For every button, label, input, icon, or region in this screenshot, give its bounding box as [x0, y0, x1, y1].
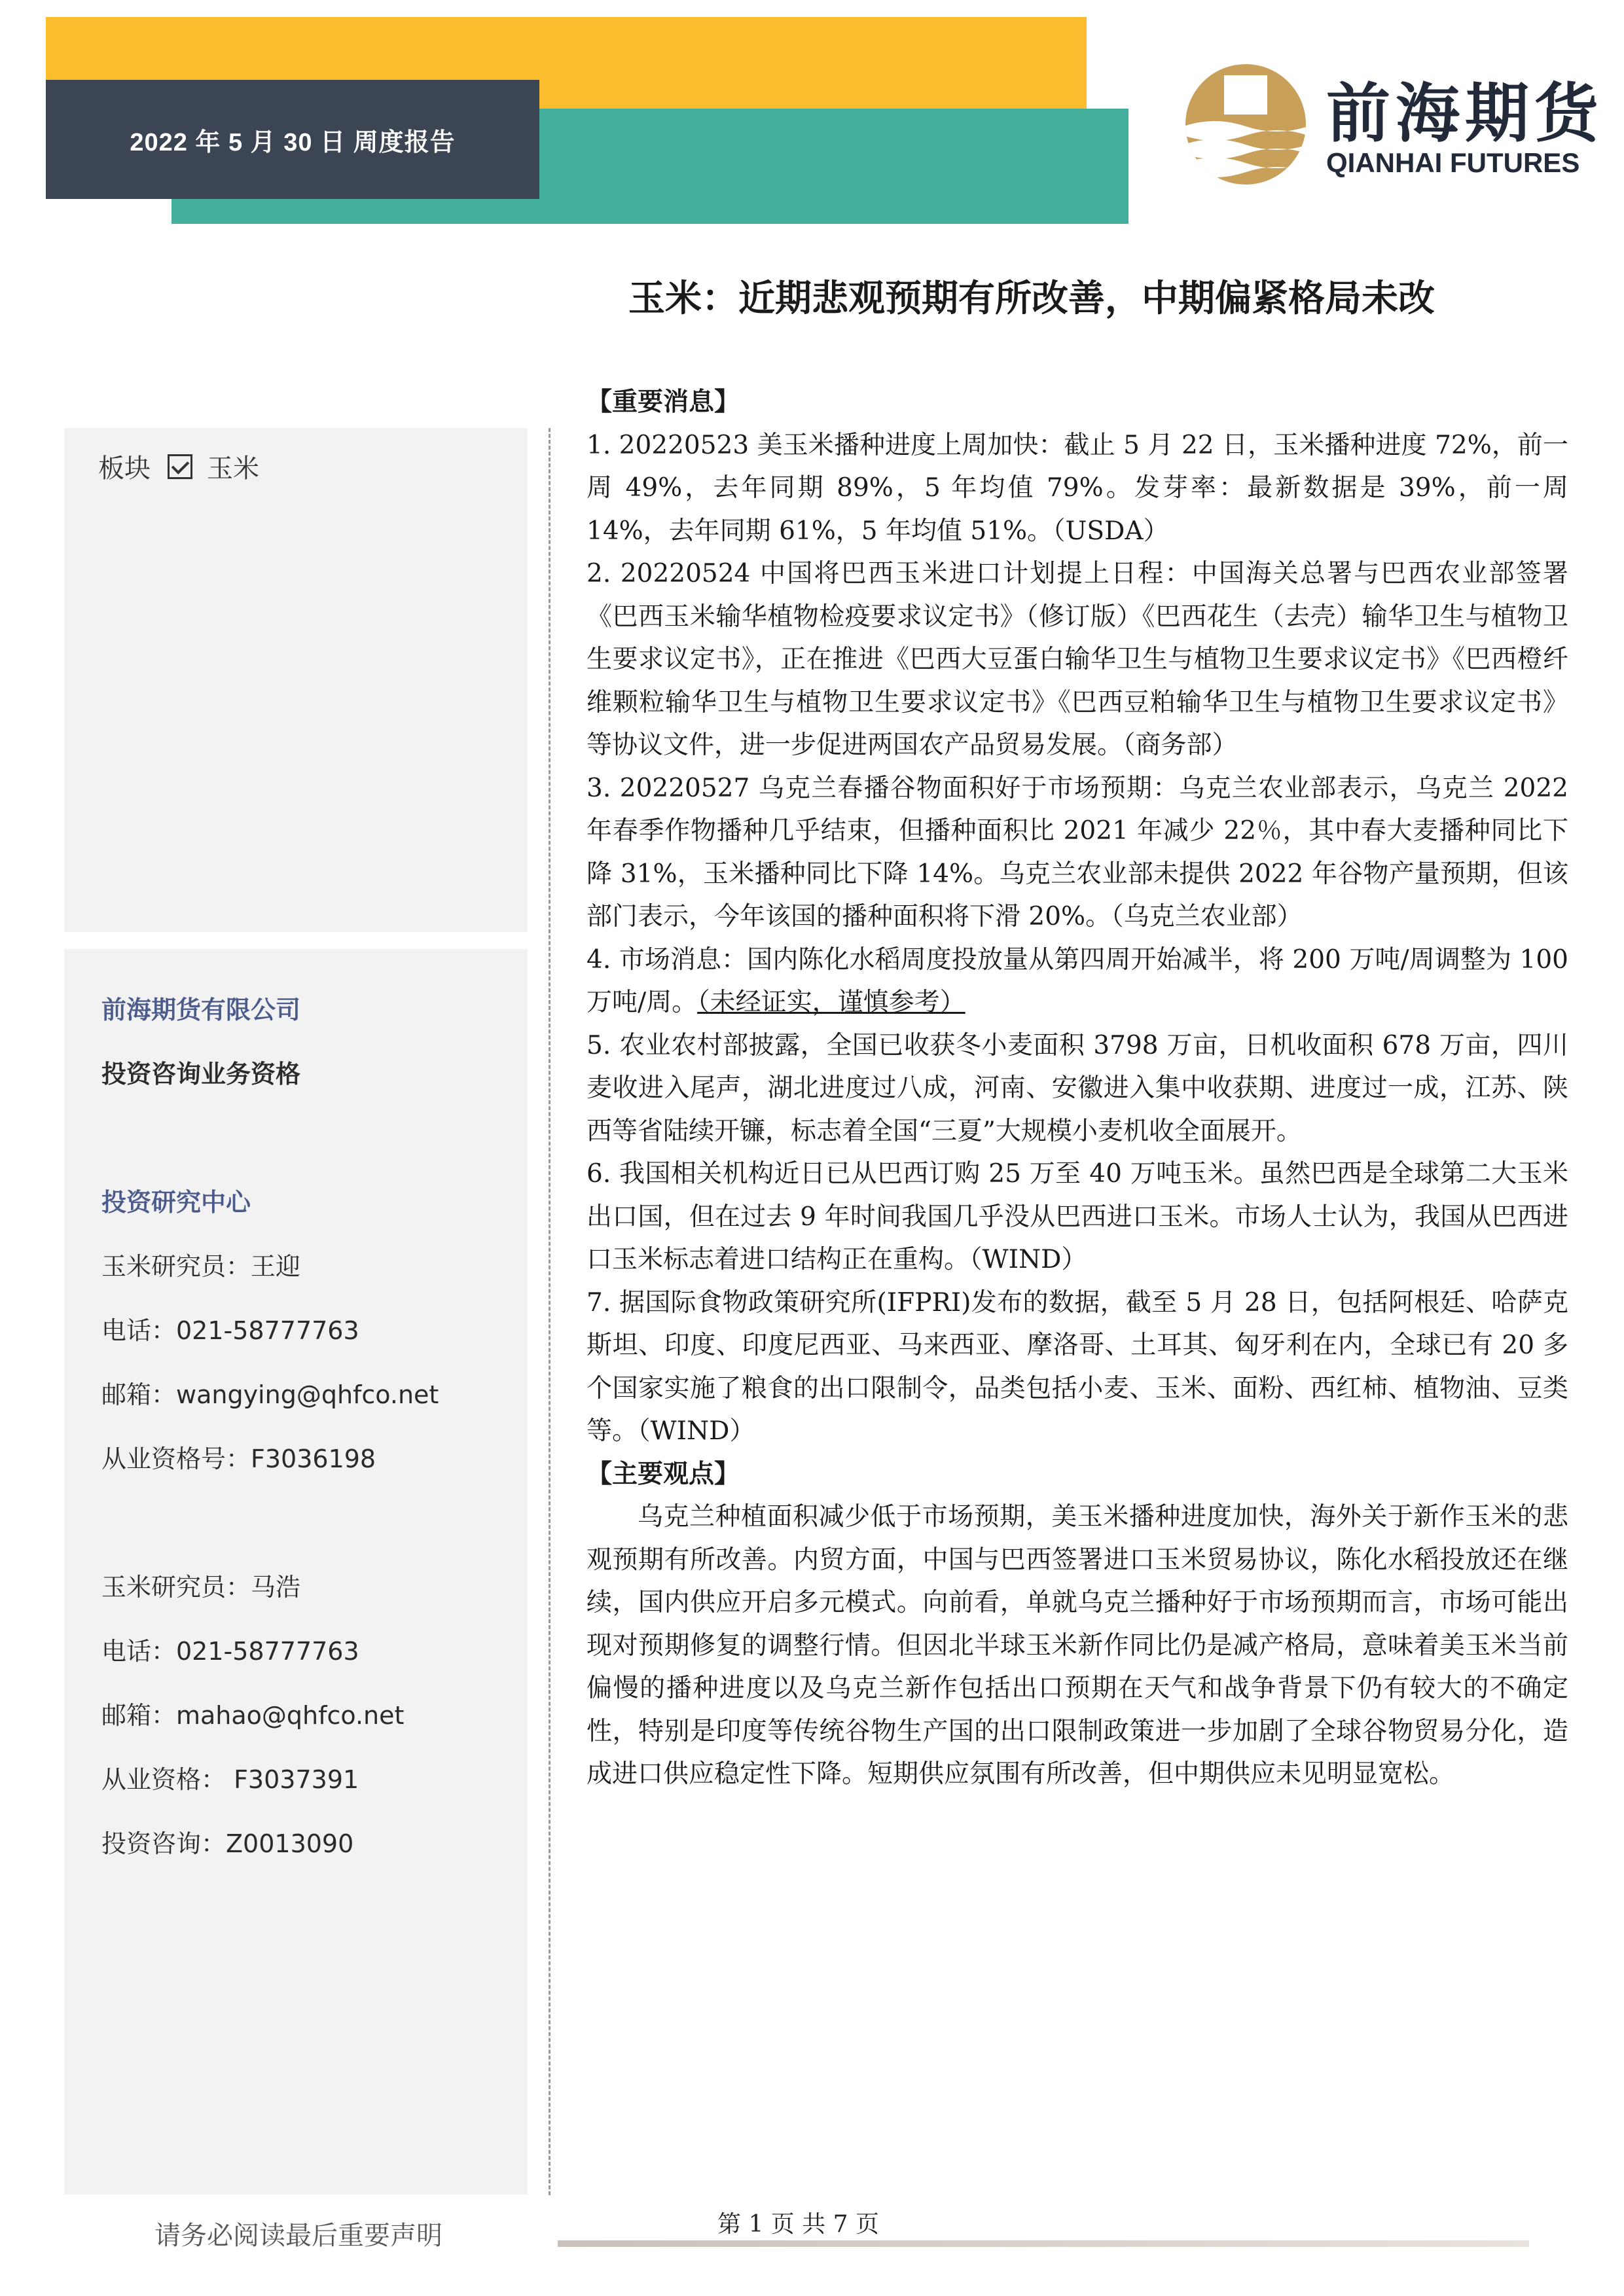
news-item-1: 1. 20220523 美玉米播种进度上周加快：截止 5 月 22 日，玉米播种进度 72%，前一周 49%，去年同期 89%，5 年均值 79%。发芽率：最新数据是 39%，前一周 14%，去年同期 61%，5 年均值 51%。（USDA） [586, 430, 1568, 546]
report-date: 2022 年 5 月 30 日 周度报告 [130, 128, 456, 156]
analyst1-license: 从业资格号：F3036198 [101, 1444, 376, 1473]
analyst2-phone: 电话：021-58777763 [101, 1637, 359, 1666]
views-body: 乌克兰种植面积减少低于市场预期，美玉米播种进度加快，海外关于新作玉米的悲观预期有所改善。内贸方面，中国与巴西签署进口玉米贸易协议，陈化水稻投放还在继续，国内供应开启多元模式。向前看，单就乌克兰播种好于市场预期而言，市场可能出现对预期修复的调整行情。但因北半球玉米新作同比仍是减产格局，意味着美玉米当前偏慢的播种进度以及乌克兰新作包括出口预期在天气和战争背景下仍有较大的不确定性，特别是印度等传统谷物生产国的出口限制政策进一步加剧了全球谷物贸易分化，造成进口供应稳定性下降。短期供应氛围有所改善，但中期供应未见明显宽松。 [586, 1502, 1568, 1789]
news-heading: 【重要消息】 [586, 387, 740, 417]
news-item-6: 6. 我国相关机构近日已从巴西订购 25 万至 40 万吨玉米。虽然巴西是全球第二大玉米出口国，但在过去 9 年时间我国几乎没从巴西进口玉米。市场人士认为，我国从巴西进口玉米标志着进口结构正在重构。（WIND） [586, 1159, 1568, 1274]
column-divider [549, 428, 550, 2195]
views-heading: 【主要观点】 [586, 1458, 740, 1489]
news-item-4-text: 4. 市场消息：国内陈化水稻周度投放量从第四周开始减半，将 200 万吨/周调整为 100 万吨/周。 [586, 944, 1568, 1017]
analyst2-consult: 投资咨询：Z0013090 [101, 1829, 354, 1858]
main-content [586, 381, 1568, 1796]
footer-disclaimer: 请务必阅读最后重要声明 [154, 2221, 442, 2251]
company-name: 前海期货有限公司 [101, 996, 301, 1024]
sector-value: 玉米 [207, 454, 259, 484]
analyst1-phone: 电话：021-58777763 [101, 1316, 359, 1345]
analyst2-license: 从业资格： F3037391 [101, 1765, 359, 1794]
news-item-5: 5. 农业农村部披露，全国已收获冬小麦面积 3798 万亩，日机收面积 678 万亩，四川麦收进入尾声，湖北进度过八成，河南、安徽进入集中收获期、进度过一成，江苏、陕西等省陆续开镰，标志着全国“三夏”大规模小麦机收全面展开。 [586, 1030, 1568, 1146]
news-item-7: 7. 据国际食物政策研究所(IFPRI)发布的数据，截至 5 月 28 日，包括阿根廷、哈萨克斯坦、印度、印度尼西亚、马来西亚、摩洛哥、土耳其、匈牙利在内，全球已有 20 多个国家实施了粮食的出口限制令，品类包括小麦、玉米、面粉、西红柿、植物油、豆类等。（WIND） [586, 1287, 1568, 1446]
company-logo [1183, 62, 1608, 187]
analyst2-email: 邮箱：mahao@qhfco.net [101, 1701, 405, 1730]
analyst1-email: 邮箱：wangying@qhfco.net [101, 1380, 439, 1409]
header-date-box [46, 80, 539, 199]
sector-label: 板块 [98, 454, 151, 484]
logo-mark-icon [1183, 62, 1308, 187]
news-item-2: 2. 20220524 中国将巴西玉米进口计划提上日程：中国海关总署与巴西农业部签署《巴西玉米输华植物检疫要求议定书》（修订版）《巴西花生（去壳）输华卫生与植物卫生要求议定书》，正在推进《巴西大豆蛋白输华卫生与植物卫生要求议定书》《巴西橙纤维颗粒输华卫生与植物卫生要求议定书》《巴西豆粕输华卫生与植物卫生要求议定书》等协议文件，进一步促进两国农产品贸易发展。（商务部） [586, 559, 1568, 760]
report-title: 玉米：近期悲观预期有所改善，中期偏紧格局未改 [628, 277, 1435, 320]
sector-row [98, 448, 259, 485]
page-number: 第 1 页 共 7 页 [717, 2211, 880, 2238]
news-item-3: 3. 20220527 乌克兰春播谷物面积好于市场预期：乌克兰农业部表示，乌克兰 2022 年春季作物播种几乎结束，但播种面积比 2021 年减少 22％，其中春大麦播种同比下降 31%，玉米播种同比下降 14%。乌克兰农业部未提供 2022 年谷物产量预期，但该部门表示，今年该国的播种面积将下滑 20%。（乌克兰农业部） [586, 773, 1568, 931]
research-center: 投资研究中心 [101, 1188, 251, 1217]
logo-text-en: QIANHAI FUTURES [1326, 147, 1580, 178]
sector-panel [64, 428, 528, 932]
checkbox-checked-icon [168, 454, 192, 479]
logo-text-cn: 前海期货 [1326, 76, 1604, 151]
news-item-4 [586, 939, 1568, 1024]
analyst1-name: 玉米研究员：王迎 [101, 1252, 301, 1281]
analyst2-name: 玉米研究员：马浩 [101, 1573, 301, 1602]
news-item-4-note: （未经证实，谨慎参考） [697, 988, 965, 1017]
qualification: 投资咨询业务资格 [101, 1060, 301, 1088]
footer-rule [558, 2240, 1529, 2247]
